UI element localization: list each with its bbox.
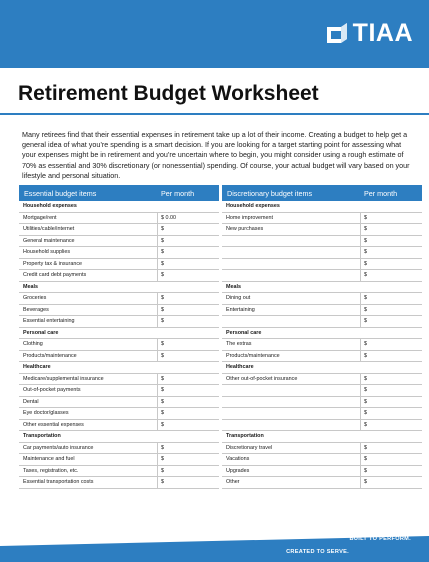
- per-month-amount-field[interactable]: $: [360, 420, 422, 431]
- section-header-row: [19, 362, 219, 374]
- budget-row: [19, 213, 219, 225]
- per-month-amount-field[interactable]: $: [157, 270, 219, 281]
- per-month-amount-field[interactable]: $: [360, 259, 422, 270]
- budget-item-label: Medicare/supplemental insurance: [23, 375, 104, 382]
- budget-row: [222, 259, 422, 271]
- section-spacer: [360, 328, 422, 339]
- section-label: Transportation: [23, 433, 61, 440]
- section-label: Household expenses: [23, 203, 77, 210]
- discretionary-table-header: [222, 185, 422, 201]
- budget-row: [222, 374, 422, 386]
- budget-row: [19, 339, 219, 351]
- per-month-amount-field[interactable]: $: [360, 443, 422, 454]
- per-month-amount-field[interactable]: $: [157, 408, 219, 419]
- section-header-row: [222, 201, 422, 213]
- budget-item-label: Vacations: [226, 456, 250, 463]
- budget-item-label: Other: [226, 479, 240, 486]
- budget-row: [19, 236, 219, 248]
- section-label: Healthcare: [226, 364, 254, 371]
- budget-row: [222, 247, 422, 259]
- budget-row: [19, 385, 219, 397]
- essential-per-month-label: Per month: [161, 188, 195, 198]
- budget-item-label: Credit card debt payments: [23, 272, 87, 279]
- per-month-amount-field[interactable]: $: [157, 305, 219, 316]
- section-label: Personal care: [23, 329, 59, 336]
- section-label: Transportation: [226, 433, 264, 440]
- intro-paragraph: Many retirees find that their essential expenses in retirement take up a lot of their income. Creating a budget to help get a general idea of what you’re spending is a smart decision. If you are looking for a target starting point for assessing what your expenses might be in retirement and you’re uncertain where to begin, you might consider using a rough estimate of 70% as essential and 30% discretionary (or nonessential) spending. Of course, your actual budget will vary based on your lifestyle and personal situation.: [22, 130, 410, 180]
- budget-row: [19, 408, 219, 420]
- section-header-row: [222, 431, 422, 443]
- title-divider: [0, 113, 429, 115]
- per-month-amount-field[interactable]: $: [157, 420, 219, 431]
- tiaa-logo: [325, 20, 413, 46]
- section-header-row: [19, 201, 219, 213]
- per-month-amount-field[interactable]: $: [157, 443, 219, 454]
- section-label: Household expenses: [226, 203, 280, 210]
- budget-item-label: Groceries: [23, 295, 47, 302]
- section-header-row: [222, 362, 422, 374]
- per-month-amount-field[interactable]: $: [157, 236, 219, 247]
- budget-item-label: Other out-of-pocket insurance: [226, 375, 298, 382]
- footer-tagline-2: CREATED TO SERVE.: [286, 549, 349, 555]
- budget-item-label: General maintenance: [23, 237, 75, 244]
- budget-row: [19, 454, 219, 466]
- budget-row: [222, 270, 422, 282]
- budget-row: [19, 466, 219, 478]
- per-month-amount-field[interactable]: $: [360, 374, 422, 385]
- per-month-amount-field[interactable]: $: [360, 213, 422, 224]
- per-month-amount-field[interactable]: $: [157, 477, 219, 488]
- budget-row: [19, 247, 219, 259]
- budget-row: [222, 420, 422, 432]
- discretionary-budget-table: [222, 185, 422, 489]
- per-month-amount-field[interactable]: $: [157, 293, 219, 304]
- budget-row: [19, 259, 219, 271]
- footer-tagline-1: BUILT TO PERFORM.: [349, 536, 411, 542]
- section-label: Meals: [23, 283, 38, 290]
- section-spacer: [360, 201, 422, 212]
- per-month-amount-field[interactable]: $: [157, 247, 219, 258]
- budget-item-label: Taxes, registration, etc.: [23, 467, 79, 474]
- budget-item-label: Dental: [23, 398, 39, 405]
- section-spacer: [157, 201, 219, 212]
- section-header-row: [222, 282, 422, 294]
- section-label: Healthcare: [23, 364, 51, 371]
- budget-row: [222, 385, 422, 397]
- per-month-amount-field[interactable]: $: [360, 408, 422, 419]
- budget-item-label: Discretionary travel: [226, 444, 273, 451]
- per-month-amount-field[interactable]: $: [360, 236, 422, 247]
- budget-item-label: Products/maintenance: [23, 352, 77, 359]
- budget-row: [19, 270, 219, 282]
- per-month-amount-field[interactable]: $: [360, 351, 422, 362]
- budget-row: [19, 316, 219, 328]
- per-month-amount-field[interactable]: $: [157, 224, 219, 235]
- essential-table-header: [19, 185, 219, 201]
- per-month-amount-field[interactable]: $: [360, 224, 422, 235]
- section-spacer: [157, 282, 219, 293]
- budget-row: [19, 224, 219, 236]
- budget-row: [19, 374, 219, 386]
- per-month-amount-field[interactable]: $: [157, 374, 219, 385]
- budget-item-label: Essential transportation costs: [23, 479, 94, 486]
- per-month-amount-field[interactable]: $ 0.00: [157, 213, 219, 224]
- section-label: Personal care: [226, 329, 262, 336]
- essential-budget-table: [19, 185, 219, 489]
- budget-item-label: Upgrades: [226, 467, 250, 474]
- budget-row: [19, 351, 219, 363]
- budget-row: [222, 408, 422, 420]
- per-month-amount-field[interactable]: $: [360, 397, 422, 408]
- per-month-amount-field[interactable]: $: [360, 270, 422, 281]
- brand-name: TIAA: [352, 19, 413, 47]
- section-spacer: [157, 362, 219, 373]
- per-month-amount-field[interactable]: $: [360, 316, 422, 327]
- budget-row: [222, 397, 422, 409]
- per-month-amount-field[interactable]: $: [360, 293, 422, 304]
- per-month-amount-field[interactable]: $: [157, 454, 219, 465]
- budget-item-label: Entertaining: [226, 306, 255, 313]
- section-spacer: [360, 431, 422, 442]
- per-month-amount-field[interactable]: $: [360, 477, 422, 488]
- section-spacer: [157, 328, 219, 339]
- budget-row: [222, 477, 422, 489]
- budget-item-label: Eye doctor/glasses: [23, 410, 69, 417]
- per-month-amount-field[interactable]: $: [360, 247, 422, 258]
- tiaa-logo-icon: [325, 21, 349, 45]
- per-month-amount-field[interactable]: $: [360, 305, 422, 316]
- budget-item-label: Beverages: [23, 306, 49, 313]
- per-month-amount-field[interactable]: $: [157, 316, 219, 327]
- budget-row: [222, 316, 422, 328]
- budget-row: [19, 443, 219, 455]
- budget-item-label: Home improvement: [226, 214, 274, 221]
- budget-item-label: Other essential expenses: [23, 421, 84, 428]
- per-month-amount-field[interactable]: $: [157, 397, 219, 408]
- per-month-amount-field[interactable]: $: [360, 466, 422, 477]
- per-month-amount-field[interactable]: $: [360, 454, 422, 465]
- per-month-amount-field[interactable]: $: [157, 466, 219, 477]
- budget-item-label: Mortgage/rent: [23, 214, 57, 221]
- section-label: Meals: [226, 283, 241, 290]
- budget-item-label: Maintenance and fuel: [23, 456, 75, 463]
- budget-row: [222, 224, 422, 236]
- budget-item-label: Out-of-pocket payments: [23, 387, 81, 394]
- budget-row: [19, 477, 219, 489]
- header-banner: [0, 0, 429, 68]
- section-header-row: [222, 328, 422, 340]
- budget-item-label: Essential entertaining: [23, 318, 75, 325]
- section-spacer: [157, 431, 219, 442]
- budget-row: [222, 213, 422, 225]
- budget-item-label: Property tax & insurance: [23, 260, 83, 267]
- per-month-amount-field[interactable]: $: [157, 351, 219, 362]
- budget-item-label: Car payments/auto insurance: [23, 444, 94, 451]
- budget-item-label: Clothing: [23, 341, 43, 348]
- per-month-amount-field[interactable]: $: [360, 339, 422, 350]
- budget-item-label: Dining out: [226, 295, 251, 302]
- budget-row: [222, 466, 422, 478]
- budget-item-label: Household supplies: [23, 249, 71, 256]
- budget-row: [222, 236, 422, 248]
- budget-item-label: The extras: [226, 341, 252, 348]
- essential-header-label: Essential budget items: [24, 188, 97, 198]
- budget-row: [222, 293, 422, 305]
- section-spacer: [360, 282, 422, 293]
- per-month-amount-field[interactable]: $: [157, 339, 219, 350]
- budget-row: [222, 443, 422, 455]
- section-header-row: [19, 328, 219, 340]
- section-header-row: [19, 282, 219, 294]
- budget-row: [19, 397, 219, 409]
- budget-item-label: Utilities/cable/internet: [23, 226, 75, 233]
- section-spacer: [360, 362, 422, 373]
- per-month-amount-field[interactable]: $: [157, 259, 219, 270]
- page-title: Retirement Budget Worksheet: [18, 82, 319, 105]
- budget-row: [19, 293, 219, 305]
- budget-row: [19, 420, 219, 432]
- budget-row: [222, 339, 422, 351]
- discretionary-per-month-label: Per month: [364, 188, 398, 198]
- discretionary-header-label: Discretionary budget items: [227, 188, 313, 198]
- per-month-amount-field[interactable]: $: [360, 385, 422, 396]
- budget-row: [222, 454, 422, 466]
- section-header-row: [19, 431, 219, 443]
- budget-row: [222, 351, 422, 363]
- budget-item-label: Products/maintenance: [226, 352, 280, 359]
- budget-row: [222, 305, 422, 317]
- per-month-amount-field[interactable]: $: [157, 385, 219, 396]
- budget-row: [19, 305, 219, 317]
- budget-item-label: New purchases: [226, 226, 264, 233]
